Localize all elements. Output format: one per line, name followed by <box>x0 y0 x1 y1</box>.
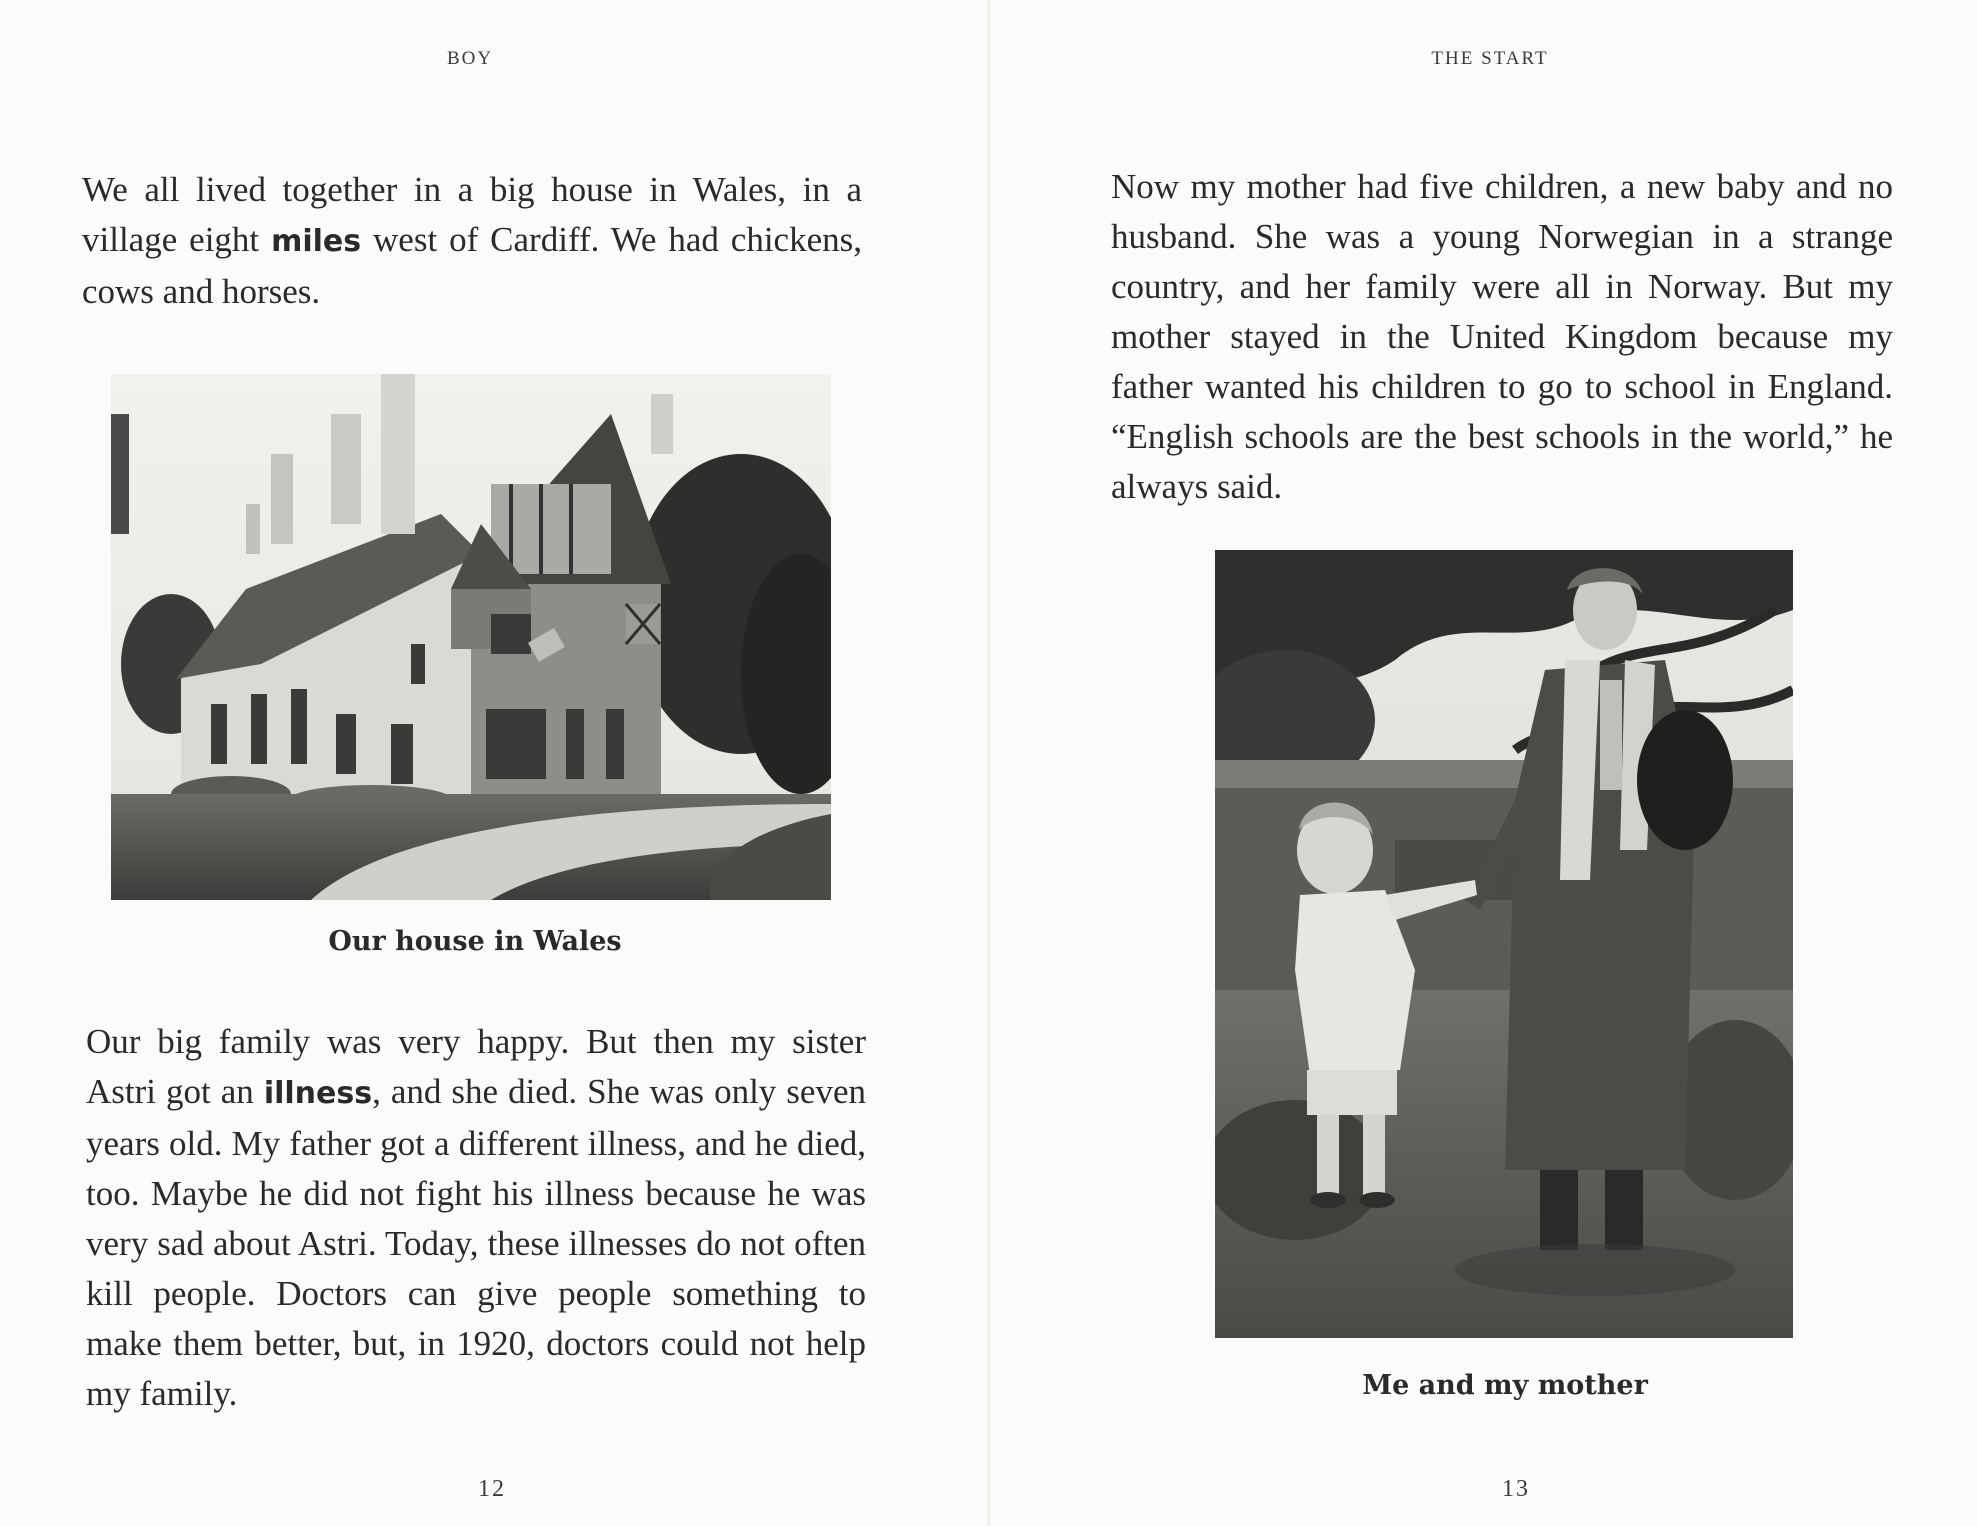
running-head-left: BOY <box>446 48 494 69</box>
left-page <box>0 0 988 1526</box>
page-number-right: 13 <box>1502 1476 1530 1502</box>
page-number-left: 12 <box>478 1476 506 1502</box>
left-paragraph-1-text-a: We all lived together in a big house in Wales, in a village eight <box>82 170 862 259</box>
glossary-word-miles: miles <box>271 224 362 259</box>
mother-son-photo <box>1215 550 1793 1338</box>
house-photo-illustration <box>111 374 831 900</box>
right-page <box>990 0 1977 1526</box>
left-paragraph-1 <box>82 165 862 317</box>
running-head-right: THE START <box>1431 48 1549 69</box>
mother-son-photo-caption: Me and my mother <box>1362 1370 1648 1401</box>
right-paragraph-1: Now my mother had five children, a new baby and no husband. She was a young Norwegian in a strange country, and her family were all in Norway. But my mother stayed in the United Kingdom because my father wanted his children to go to school in England. “English schools are the best schools in the world,” he always said. <box>1111 167 1893 506</box>
left-paragraph-2-text-a: Our big family was very happy. But then my sister Astri got an <box>86 1022 866 1111</box>
left-paragraph-1-text-b: west of Cardiff. We had chickens, cows and horses. <box>82 220 862 311</box>
left-paragraph-2 <box>86 1017 866 1419</box>
house-photo <box>111 374 831 900</box>
mother-son-photo-illustration <box>1215 550 1793 1338</box>
glossary-word-illness: illness <box>263 1076 373 1111</box>
left-paragraph-2-text-b: , and she died. She was only seven years old. My father got a different illness, and he died, too. Maybe he did not fight his illness because he was very sad about Astri. Today, these illnesses do not often kill people. Doctors can give people something to make them better, but, in 1920, doctors could not help my family. <box>86 1072 866 1413</box>
house-photo-caption: Our house in Wales <box>328 926 622 957</box>
